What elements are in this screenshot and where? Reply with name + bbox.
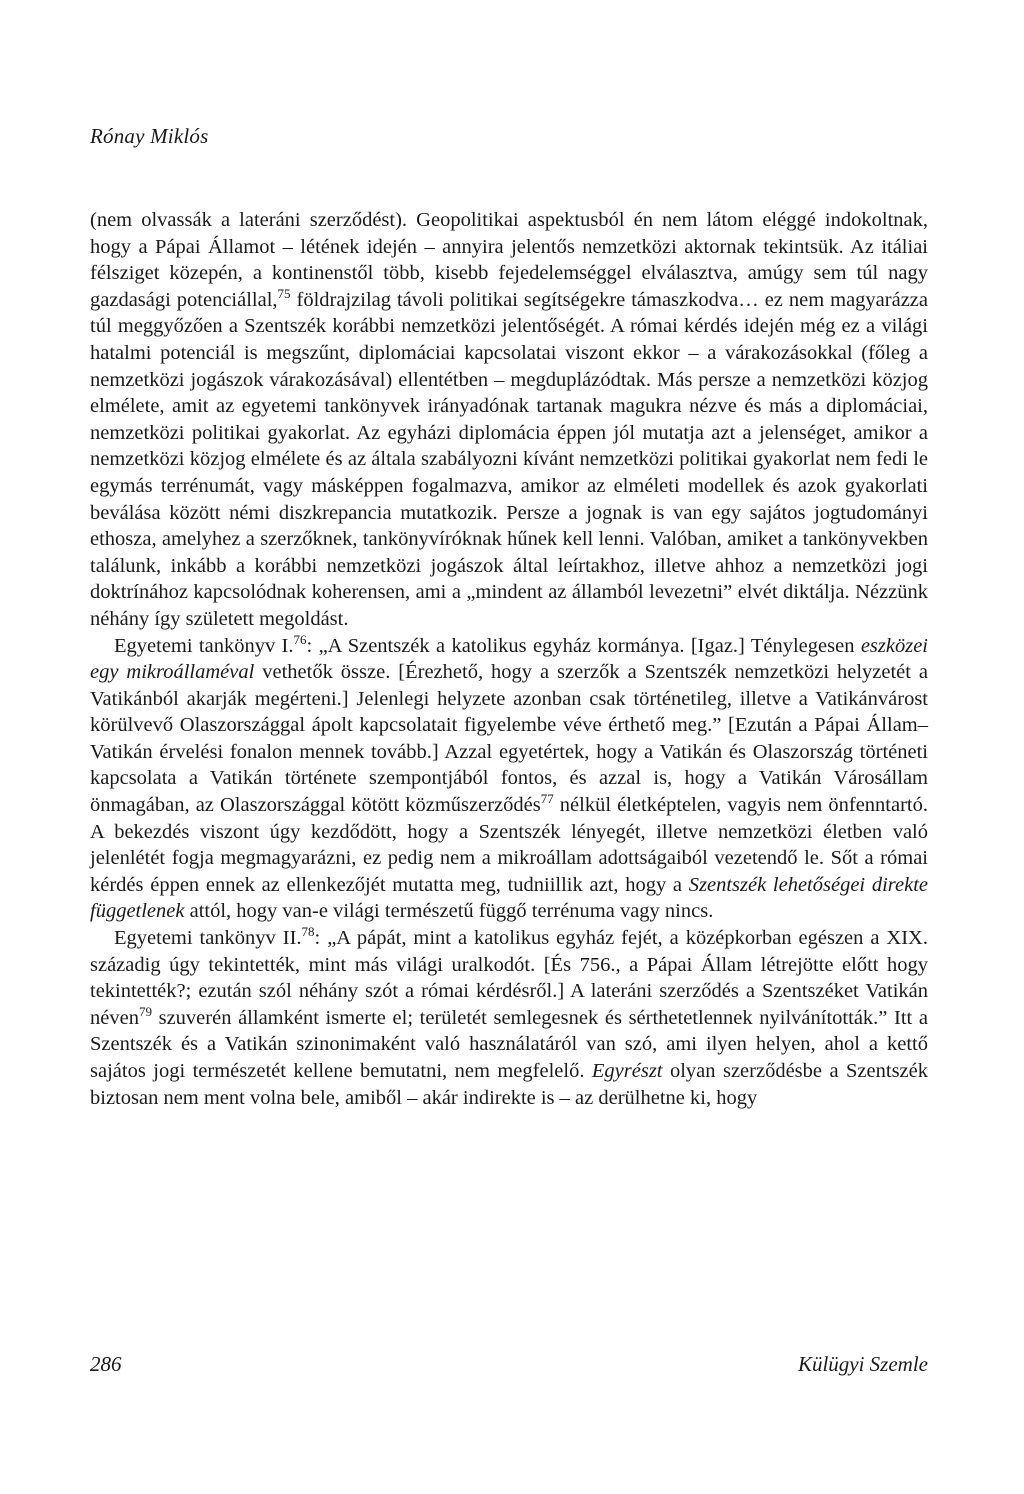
text-segment: Egyetemi tankönyv I. xyxy=(114,634,294,657)
paragraph-3 xyxy=(90,925,928,1111)
text-segment: : „A Szentszék a katolikus egyház kormánya. [Igaz.] Ténylegesen xyxy=(306,634,861,657)
page-number: 286 xyxy=(90,1352,122,1376)
text-segment: Egyetemi tankönyv II. xyxy=(114,927,302,950)
footnote-ref-77: 77 xyxy=(540,791,554,807)
text-segment: (nem olvassák a lateráni szerződést). Geopolitikai aspektusból én nem látom eléggé indokoltnak, hogy a Pápai Államot – létének idején – annyira jelentős nemzetközi aktornak tekintsük. Az itáliai félsziget közepén, a kontinenstől több, kisebb fejedelemséggel elválasztva, amúgy sem túl nagy gazdasági potenciállal, xyxy=(90,209,928,311)
italic-emphasis: Egyrészt xyxy=(591,1060,663,1082)
journal-title: Külügyi Szemle xyxy=(797,1352,928,1376)
footnote-ref-79: 79 xyxy=(138,1003,152,1019)
text-segment: attól, hogy van-e világi természetű függő terrénuma vagy nincs. xyxy=(184,900,714,923)
paragraph-2 xyxy=(90,633,928,926)
italic-emphasis: eszközei egy mikroállaméval xyxy=(90,634,928,684)
footnote-ref-75: 75 xyxy=(277,285,291,301)
text-segment: nélkül életképtelen, vagyis nem önfenntartó. A bekezdés viszont úgy kezdődött, hogy a Szentszék lényegét, illetve nemzetközi életben való jelenlétét fogja megmagyarázni, ez pedig nem a mikroállam adottságaiból vezetendő le. Sőt a római kérdés éppen ennek az ellenkezőjét mutatta meg, tudniillik azt, hogy a xyxy=(90,794,928,896)
paragraph-1 xyxy=(90,207,928,633)
document-page xyxy=(90,0,928,1494)
running-head-author: Rónay Miklós xyxy=(90,124,209,148)
body-text xyxy=(90,207,928,1111)
text-segment: szuverén államként ismerte el; területét semlegesnek és sérthetetlennek nyilvánították.” Itt a Szentszék és a Vatikán szinonimaként való használatáról van szó, ami ilyen helyen, ahol a kettő sajátos jogi természetét kellene bemutatni, nem megfelelő. xyxy=(90,1006,928,1082)
text-segment: : „A pápát, mint a katolikus egyház fejét, a középkorban egészen a XIX. századig úgy tekintették, mint más világi uralkodót. [És 756., a Pápai Állam létrejötte előtt hogy tekintették?; ezután szól néhány szót a római kérdésről.] A lateráni szerződés a Szentszéket Vatikán néven xyxy=(90,927,928,1029)
italic-emphasis: Szentszék lehetőségei direkte függetlenek xyxy=(90,873,929,923)
text-segment: vethetők össze. [Érezhető, hogy a szerzők a Szentszék nemzetközi helyzetét a Vatikánból akarják megérteni.] Jelenlegi helyzete azonban csak történetileg, illetve a Vatikánvárost körülvevő Olaszországgal ápolt kapcsolatait figyelembe véve érthető meg.” [Ezután a Pápai Állam–Vatikán érvelési fonalon mennek tovább.] Azzal egyetértek, hogy a Vatikán és Olaszország történeti kapcsolata a Vatikán története szempontjából fontos, és azzal is, hogy a Vatikán Városállam önmagában, az Olaszországgal kötött közműszerződés xyxy=(90,661,928,817)
text-segment: olyan szerződésbe a Szentszék biztosan nem ment volna bele, amiből – akár indirekte is – az derülhetne ki, hogy xyxy=(90,1060,928,1109)
footnote-ref-76: 76 xyxy=(293,631,307,647)
footnote-ref-78: 78 xyxy=(301,924,315,940)
text-segment: földrajzilag távoli politikai segítségekre támaszkodva… ez nem magyarázza túl meggyőzően a Szentszék korábbi nemzetközi jelentőségét. A római kérdés idején még ez a világi hatalmi potenciál is megszűnt, diplomáciai kapcsolatai viszont ekkor – a várakozásokkal (főleg a nemzetközi jogászok várakozásával) ellentétben – megduplázódtak. Más persze a nemzetközi közjog elmélete, amit az egyetemi tankönyvek irányadónak tartanak magukra nézve és más a diplomáciai, nemzetközi politikai gyakorlat. Az egyházi diplomácia éppen jól mutatja azt a jelenséget, amikor a nemzetközi közjog elmélete és az általa szabályozni kívánt nemzetközi politikai gyakorlat nem fedi le egymás terrénumát, vagy másképpen fogalmazva, amikor az elméleti modellek és azok gyakorlati beválása között némi diszkrepancia mutatkozik. Persze a jognak is van egy sajátos jogtudományi ethosza, amelyhez a szerzőknek, tankönyvíróknak hűnek kell lenni. Valóban, amiket a tankönyvekben találunk, inkább a korábbi nemzetközi jogászok által leírtakhoz, illetve ahhoz a nemzetközi jogi doktrínához kapcsolódnak koherensen, ami a „mindent az államból levezetni” elvét diktálja. Nézzünk néhány így született megoldást. xyxy=(90,288,928,630)
